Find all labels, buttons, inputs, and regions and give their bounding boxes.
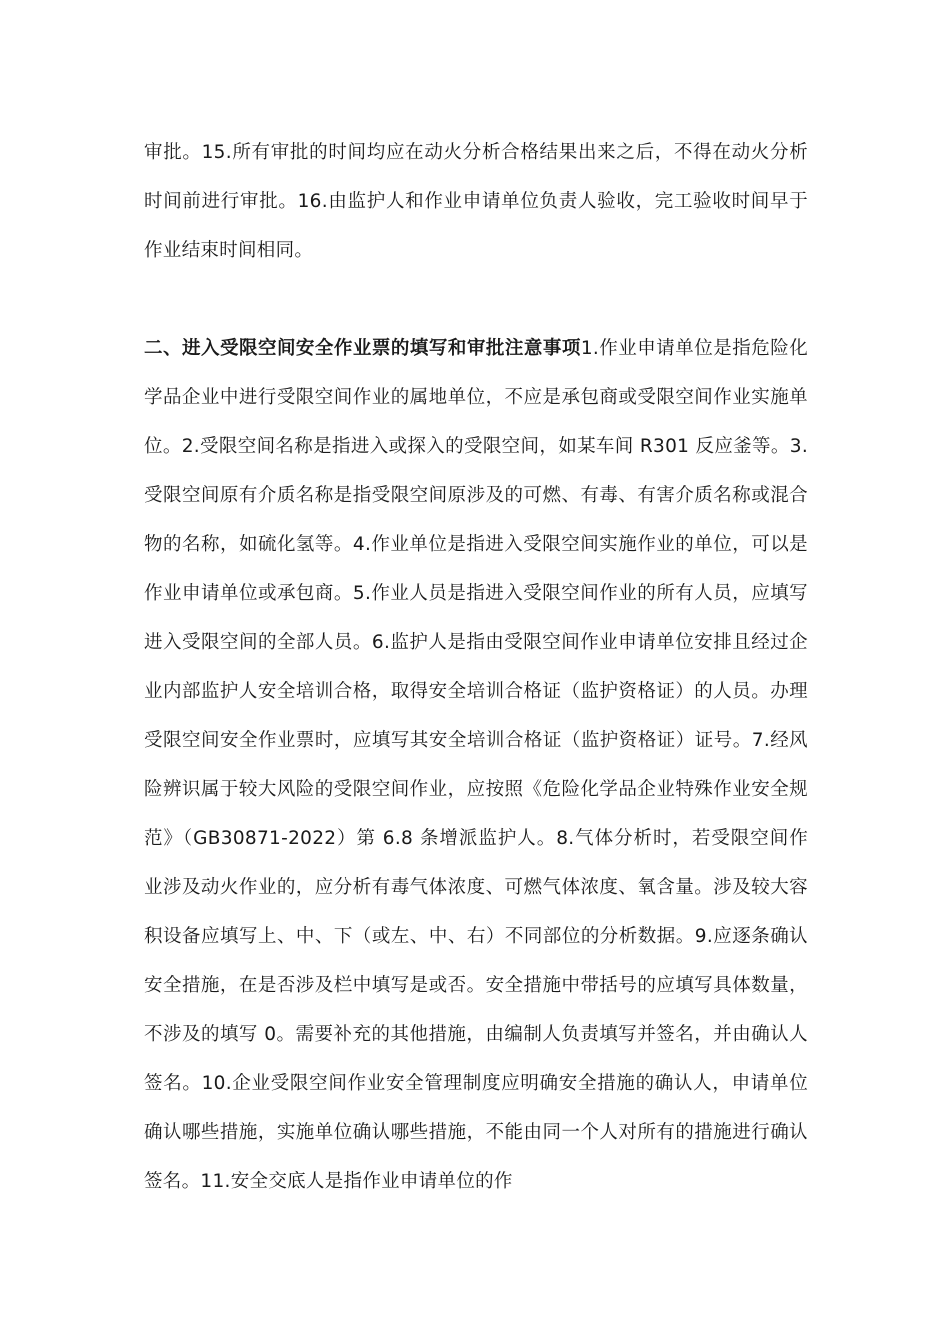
paragraph-approval-rules [144,128,808,275]
paragraph-text: 1.作业申请单位是指危险化学品企业中进行受限空间作业的属地单位，不应是承包商或受限空间作业实施单位。2.受限空间名称是指进入或探入的受限空间，如某车间 R301 反应釜等。3.受限空间原有介质名称是指受限空间原涉及的可燃、有毒、有害介质名称或混合物的名称，如硫化氢等。4.作业单位是指进入受限空间实施作业的单位，可以是作业申请单位或承包商。5.作业人员是指进入受限空间作业的所有人员，应填写进入受限空间的全部人员。6.监护人是指由受限空间作业申请单位安排且经过企业内部监护人安全培训合格，取得安全培训合格证（监护资格证）的人员。办理受限空间安全作业票时，应填写其安全培训合格证（监护资格证）证号。7.经风险辨识属于较大风险的受限空间作业，应按照《危险化学品企业特殊作业安全规范》（GB30871-2022）第 6.8 条增派监护人。8.气体分析时，若受限空间作业涉及动火作业的，应分析有毒气体浓度、可燃气体浓度、氧含量。涉及较大容积设备应填写上、中、下（或左、中、右）不同部位的分析数据。9.应逐条确认安全措施，在是否涉及栏中填写是或否。安全措施中带括号的应填写具体数量，不涉及的填写 0。需要补充的其他措施，由编制人负责填写并签名，并由确认人签名。10.企业受限空间作业安全管理制度应明确安全措施的确认人，申请单位确认哪些措施，实施单位确认哪些措施，不能由同一个人对所有的措施进行确认签名。11.安全交底人是指作业申请单位的作 [144,338,808,1192]
document-page [144,128,808,1206]
section-heading: 二、进入受限空间安全作业票的填写和审批注意事项 [144,338,581,359]
paragraph-confined-space [144,324,808,1206]
paragraph-text: 审批。15.所有审批的时间均应在动火分析合格结果出来之后，不得在动火分析时间前进行审批。16.由监护人和作业申请单位负责人验收，完工验收时间早于作业结束时间相同。 [144,142,808,261]
